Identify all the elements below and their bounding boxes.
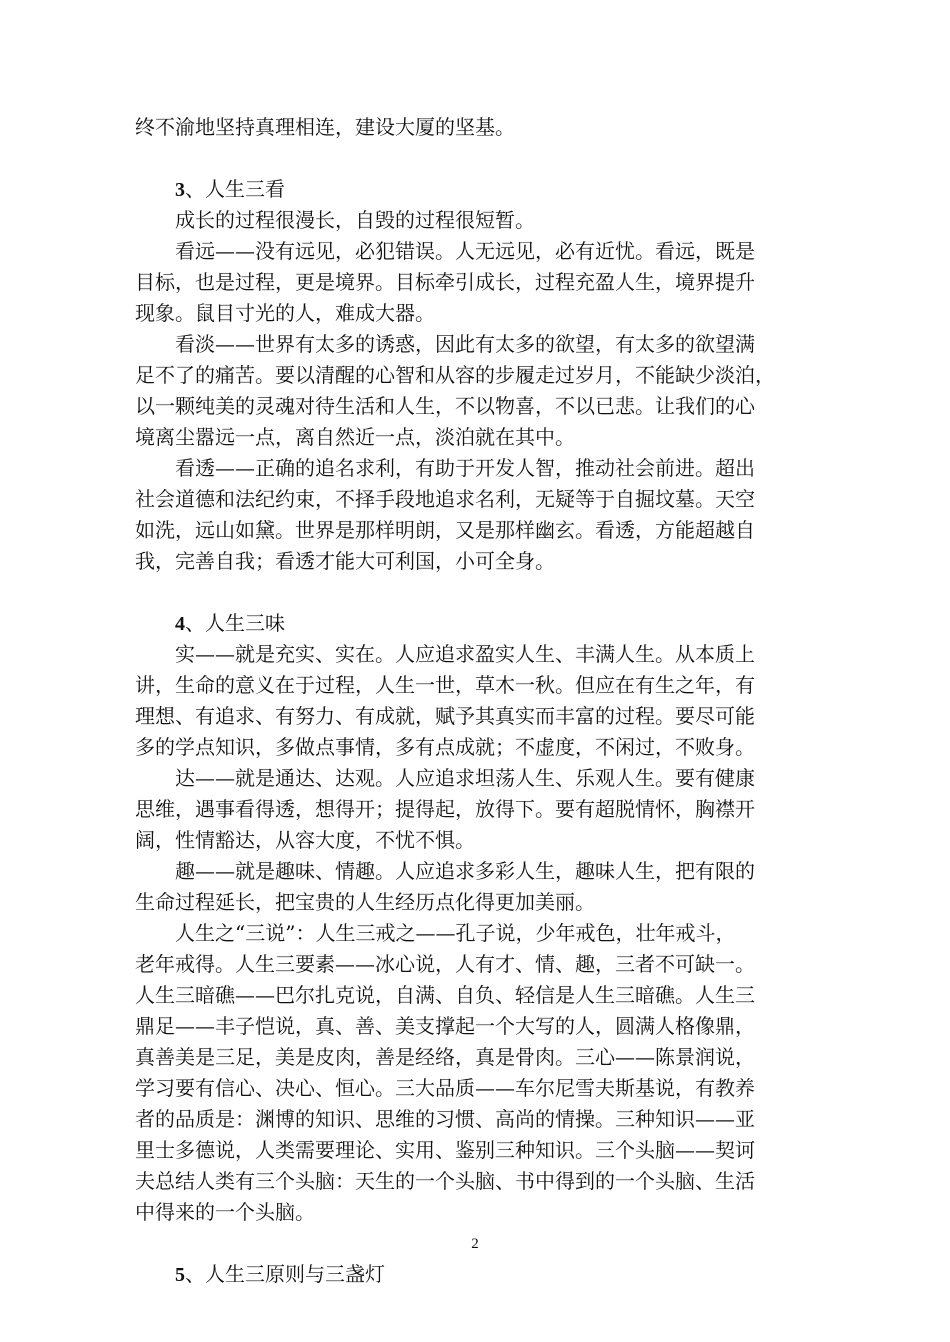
text-line: 者的品质是：渊博的知识、思维的习惯、高尚的情操。三种知识——亚 bbox=[135, 1107, 755, 1131]
section-5-title: 、人生三原则与三盏灯 bbox=[185, 1262, 385, 1286]
text-line: 境离尘嚣远一点，离自然近一点，淡泊就在其中。 bbox=[135, 425, 575, 449]
text-line: 学习要有信心、决心、恒心。三大品质——车尔尼雪夫斯基说，有教养 bbox=[135, 1076, 755, 1100]
text-line: 我，完善自我；看透才能大可利国，小可全身。 bbox=[135, 549, 555, 573]
text-line: 思维，遇事看得透，想得开；提得起，放得下。要有超脱情怀，胸襟开 bbox=[135, 797, 755, 821]
text-line: 实——就是充实、实在。人应追求盈实人生、丰满人生。从本质上 bbox=[175, 642, 755, 666]
section-4-heading bbox=[135, 608, 835, 639]
text-line: 理想、有追求、有努力、有成就，赋予其真实而丰富的过程。要尽可能 bbox=[135, 704, 755, 728]
intro-line: 终不渝地坚持真理相连，建设大厦的坚基。 bbox=[135, 115, 515, 139]
section-3-body bbox=[135, 205, 835, 577]
text-line: 以一颗纯美的灵魂对待生活和人生，不以物喜，不以已悲。让我们的心 bbox=[135, 394, 755, 418]
section-3-number: 3 bbox=[175, 179, 185, 201]
text-line: 趣——就是趣味、情趣。人应追求多彩人生，趣味人生，把有限的 bbox=[175, 859, 755, 883]
text-line: 鼎足——丰子恺说，真、善、美支撑起一个大写的人，圆满人格像鼎， bbox=[135, 1014, 755, 1038]
text-line: 看淡——世界有太多的诱惑，因此有太多的欲望，有太多的欲望满 bbox=[175, 332, 755, 356]
text-line: 社会道德和法纪约束，不择手段地追求名利，无疑等于自掘坟墓。天空 bbox=[135, 487, 755, 511]
section-4-number: 4 bbox=[175, 613, 185, 635]
text-line: 现象。鼠目寸光的人，难成大器。 bbox=[135, 301, 435, 325]
text-line: 看透——正确的追名求利，有助于开发人智，推动社会前进。超出 bbox=[175, 456, 755, 480]
text-line: 目标，也是过程，更是境界。目标牵引成长，过程充盈人生，境界提升 bbox=[135, 270, 755, 294]
section-3-heading bbox=[135, 174, 835, 205]
text-line: 阔，性情豁达，从容大度，不忧不惧。 bbox=[135, 828, 475, 852]
paragraph-gap bbox=[135, 143, 835, 174]
text-line: 里士多德说，人类需要理论、实用、鉴别三种知识。三个头脑——契诃 bbox=[135, 1138, 755, 1162]
text-line: 生命过程延长，把宝贵的人生经历点化得更加美丽。 bbox=[135, 890, 595, 914]
text-line: 老年戒得。人生三要素——冰心说，人有才、情、趣，三者不可缺一。 bbox=[135, 952, 755, 976]
section-5-heading bbox=[135, 1259, 835, 1290]
text-line: 足不了的痛苦。要以清醒的心智和从容的步履走过岁月，不能缺少淡泊， bbox=[135, 363, 775, 387]
text-line: 真善美是三足，美是皮肉，善是经络，真是骨肉。三心——陈景润说， bbox=[135, 1045, 755, 1069]
text-line: 人生之“三说”：人生三戒之——孔子说，少年戒色，壮年戒斗， bbox=[175, 921, 736, 945]
text-line: 夫总结人类有三个头脑：天生的一个头脑、书中得到的一个头脑、生活 bbox=[135, 1169, 755, 1193]
section-3-title: 、人生三看 bbox=[185, 177, 285, 201]
section-4-title: 、人生三味 bbox=[185, 611, 285, 635]
text-line: 达——就是通达、达观。人应追求坦荡人生、乐观人生。要有健康 bbox=[175, 766, 755, 790]
page-number: 2 bbox=[471, 1236, 479, 1252]
text-line: 成长的过程很漫长，自毁的过程很短暂。 bbox=[175, 208, 535, 232]
paragraph-gap bbox=[135, 577, 835, 608]
text-line: 中得来的一个头脑。 bbox=[135, 1200, 315, 1224]
section-5-number: 5 bbox=[175, 1264, 185, 1286]
text-line: 如洗，远山如黛。世界是那样明朗，又是那样幽玄。看透，方能超越自 bbox=[135, 518, 755, 542]
page-body bbox=[135, 112, 835, 1290]
text-line: 多的学点知识，多做点事情，多有点成就；不虚度，不闲过，不败身。 bbox=[135, 735, 755, 759]
section-4-body bbox=[135, 639, 835, 1228]
text-line: 讲，生命的意义在于过程，人生一世，草木一秋。但应在有生之年，有 bbox=[135, 673, 755, 697]
text-line: 看远——没有远见，必犯错误。人无远见，必有近忧。看远，既是 bbox=[175, 239, 755, 263]
text-line: 人生三暗礁——巴尔扎克说，自满、自负、轻信是人生三暗礁。人生三 bbox=[135, 983, 755, 1007]
